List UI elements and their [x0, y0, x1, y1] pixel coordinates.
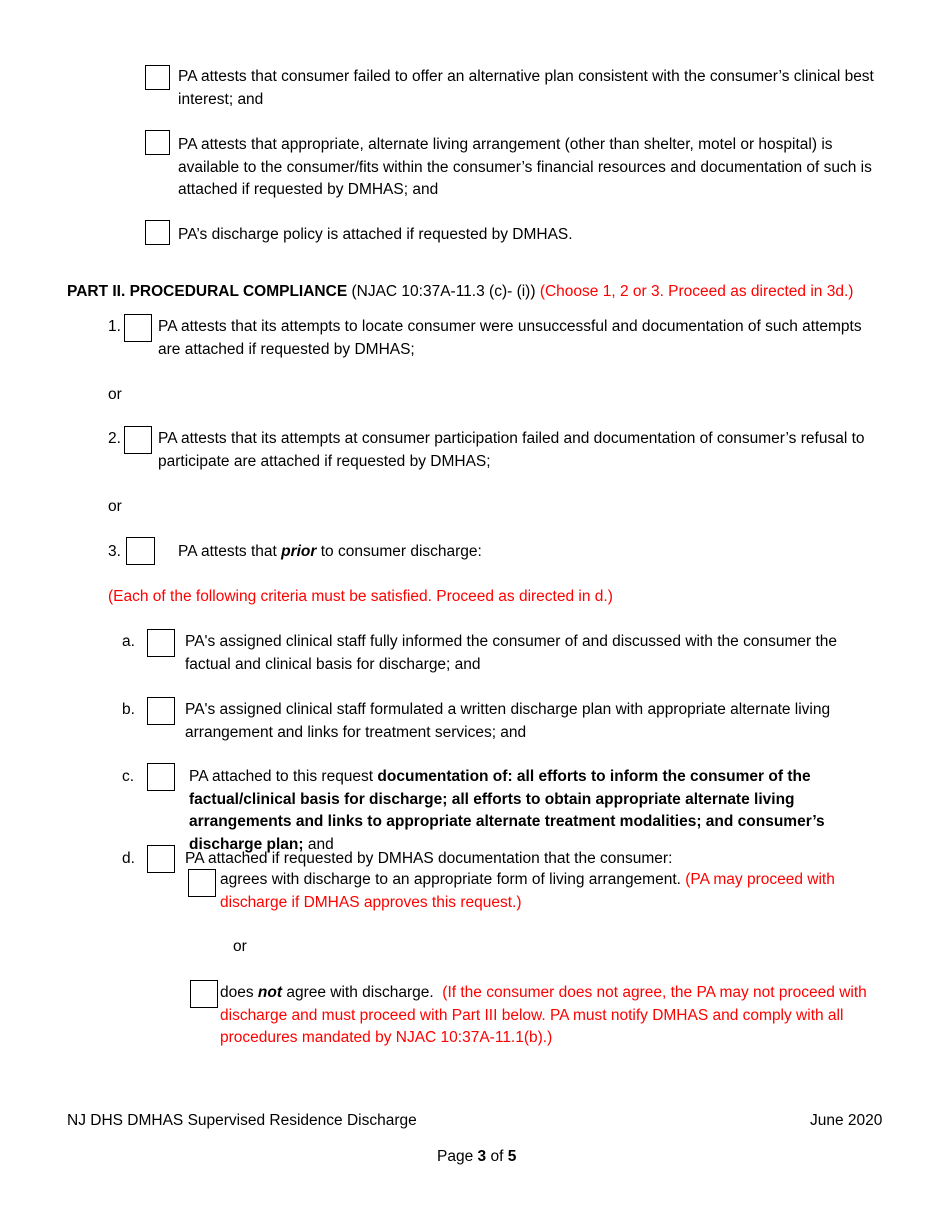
option-3-number: 3.	[108, 543, 121, 560]
checkbox-criterion-d[interactable]	[147, 845, 175, 873]
option-2-text: PA attests that its attempts at consumer participation failed and documentation of consumer’s refusal to participate are attached if requested by DMHAS;	[158, 430, 865, 470]
part2-instruction: (Choose 1, 2 or 3. Proceed as directed in 3d.)	[539, 283, 854, 300]
page-number	[437, 1146, 516, 1169]
checkbox-criterion-b[interactable]	[147, 697, 175, 725]
agrees-main: agrees with discharge to an appropriate form of living arrangement.	[220, 871, 686, 888]
or-separator-3: or	[233, 938, 247, 955]
item-discharge-policy: PA’s discharge policy is attached if requested by DMHAS.	[178, 226, 573, 243]
item-alternative-plan: PA attests that consumer failed to offer an alternative plan consistent with the consumer’s clinical best interest; and	[178, 68, 874, 108]
option-3-post: to consumer discharge:	[316, 543, 482, 560]
option-2-number: 2.	[108, 430, 121, 447]
checkbox-agrees[interactable]	[188, 869, 216, 897]
footer-left: NJ DHS DMHAS Supervised Residence Discharge	[67, 1112, 417, 1129]
criterion-b-text: PA's assigned clinical staff formulated a written discharge plan with appropriate alternate living arrangement and links for treatment services; and	[185, 701, 831, 741]
option-3-text	[178, 541, 482, 564]
page-current: 3	[477, 1148, 487, 1165]
or-separator-2: or	[108, 498, 122, 515]
criterion-d-label: d.	[122, 850, 135, 867]
checkbox-living-arrangement[interactable]	[145, 130, 170, 155]
part2-heading-line	[67, 281, 897, 304]
footer-right: June 2020	[810, 1112, 883, 1129]
checkbox-criterion-a[interactable]	[147, 629, 175, 657]
criterion-b-label: b.	[122, 701, 135, 718]
disagrees-text	[220, 982, 885, 1050]
disagrees-pre: does	[220, 984, 258, 1001]
checkbox-disagrees[interactable]	[190, 980, 218, 1008]
criterion-c-bold: documentation of: all efforts to inform the consumer of the factual/clinical basis for discharge; all efforts to obtain appropriate alternate living arrangements and links to appropriate alternate treatment modalities; and consumer’s discharge plan;	[189, 768, 825, 853]
agrees-text	[220, 869, 860, 914]
page-prefix: Page	[437, 1148, 478, 1165]
item-living-arrangement: PA attests that appropriate, alternate living arrangement (other than shelter, motel or hospital) is available to the consumer/fits within the consumer’s financial resources and documentation of such is attached if requested by DMHAS; and	[178, 136, 872, 198]
page-total: 5	[507, 1148, 517, 1165]
criterion-c-post: and	[303, 835, 334, 853]
criterion-c-text	[189, 766, 884, 856]
option-1-number: 1.	[108, 318, 121, 335]
criterion-d-text: PA attached if requested by DMHAS documentation that the consumer:	[185, 850, 673, 867]
part2-citation: (NJAC 10:37A-11.3 (c)- (i))	[347, 283, 540, 300]
agrees-note: (PA may proceed with discharge if DMHAS approves this request.)	[220, 871, 835, 911]
page-mid: of	[486, 1148, 508, 1165]
criteria-note: (Each of the following criteria must be satisfied. Proceed as directed in d.)	[108, 588, 613, 605]
checkbox-alternative-plan[interactable]	[145, 65, 170, 90]
criterion-a-label: a.	[122, 633, 135, 650]
criterion-c-label: c.	[122, 768, 135, 785]
option-1-text: PA attests that its attempts to locate consumer were unsuccessful and documentation of such attempts are attached if requested by DMHAS;	[158, 318, 862, 358]
option-3-emph: prior	[281, 543, 317, 560]
disagrees-post: agree with discharge.	[282, 984, 443, 1001]
disagrees-note: (If the consumer does not agree, the PA may not proceed with discharge and must proceed with Part III below. PA must notify DMHAS and comply with all procedures mandated by NJAC 10:37A-11.1(b).)	[220, 984, 867, 1046]
checkbox-criterion-c[interactable]	[147, 763, 175, 791]
checkbox-option-3[interactable]	[126, 537, 155, 565]
criterion-a-text: PA's assigned clinical staff fully informed the consumer of and discussed with the consumer the factual and clinical basis for discharge; and	[185, 633, 837, 673]
criterion-c-pre: PA attached to this request	[189, 768, 378, 785]
checkbox-option-1[interactable]	[124, 314, 152, 342]
option-3-pre: PA attests that	[178, 543, 282, 560]
checkbox-option-2[interactable]	[124, 426, 152, 454]
checkbox-discharge-policy[interactable]	[145, 220, 170, 245]
part2-heading: PART II. PROCEDURAL COMPLIANCE	[67, 283, 348, 300]
or-separator-1: or	[108, 386, 122, 403]
disagrees-emph: not	[257, 984, 283, 1001]
